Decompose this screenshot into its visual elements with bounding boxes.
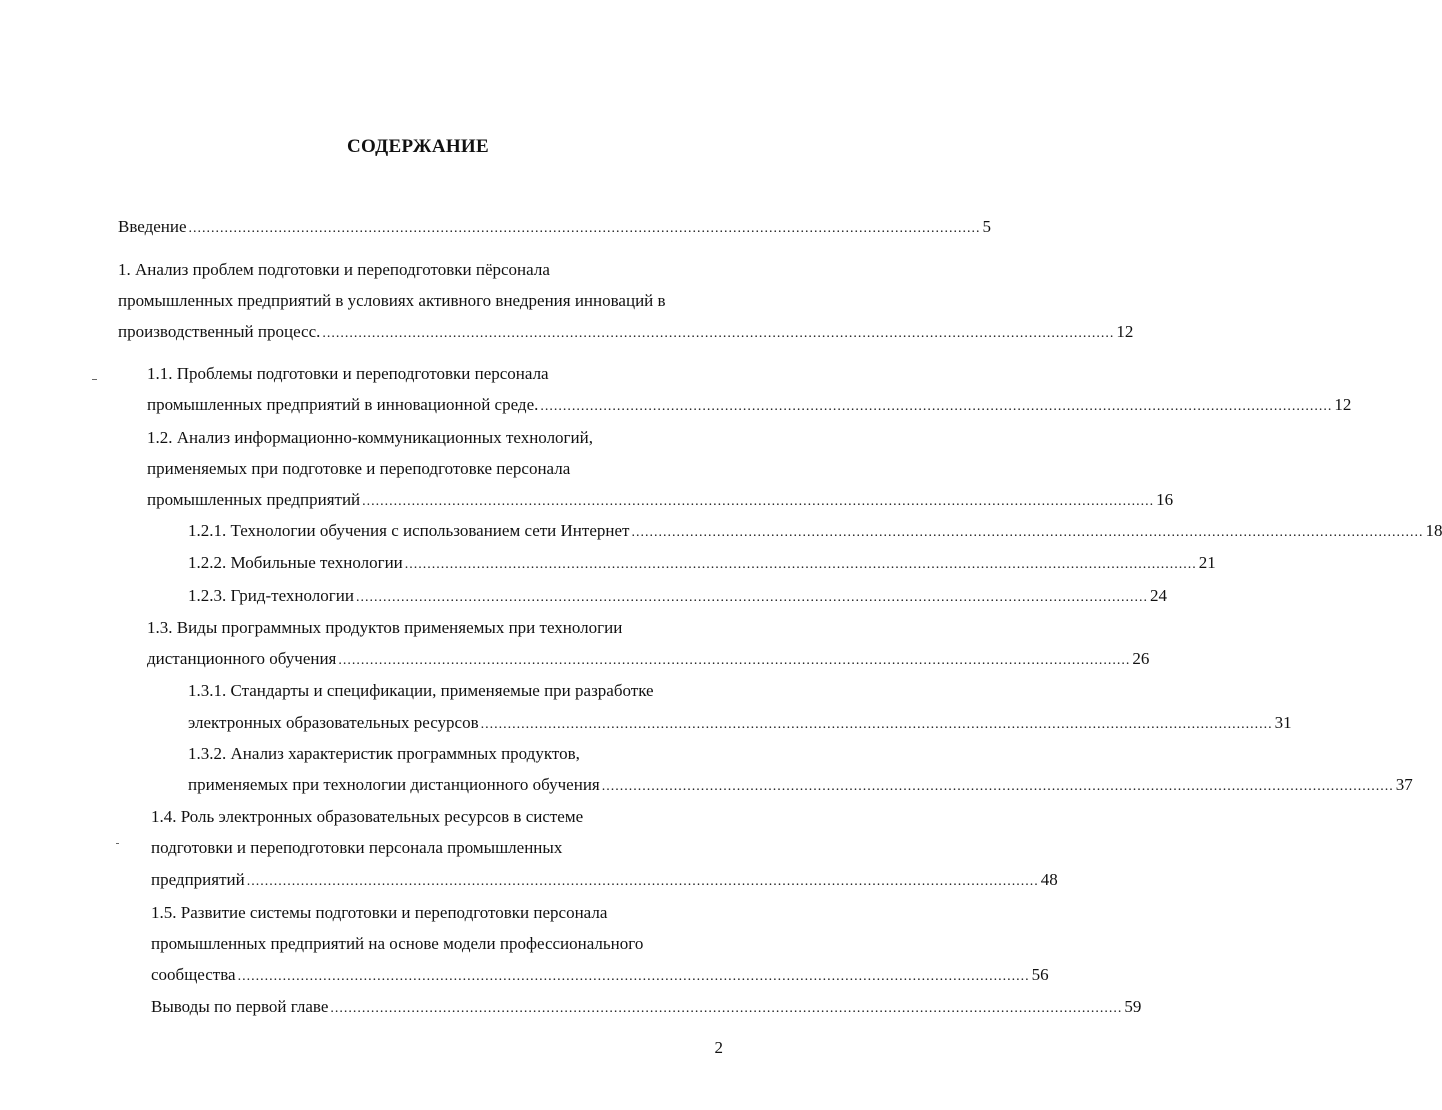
toc-entry-text: промышленных предприятий в инновационной среде. xyxy=(147,395,539,414)
toc-page-number: 37 xyxy=(1395,775,1413,794)
toc-entry-line: 1.3.2. Анализ характеристик программных продуктов, xyxy=(188,744,580,763)
toc-entry-1-1[interactable] xyxy=(147,395,1352,417)
toc-page-number: 21 xyxy=(1198,553,1216,572)
toc-title: СОДЕРЖАНИЕ xyxy=(347,136,489,157)
toc-entry-line: 1. Анализ проблем подготовки и переподготовки пёрсонала xyxy=(118,260,550,279)
toc-leader-dots: ................................................................................................................................................................................ xyxy=(246,874,1039,889)
toc-entry-text: применяемых при технологии дистанционного обучения xyxy=(188,775,600,794)
toc-entry-text: предприятий xyxy=(151,870,245,889)
page-number: 2 xyxy=(714,1038,723,1057)
toc-entry-text: 1.2.1. Технологии обучения с использованием сети Интернет xyxy=(188,521,630,540)
toc-entry-text: Выводы по первой главе xyxy=(151,997,329,1016)
toc-page-number: 59 xyxy=(1124,997,1142,1016)
toc-leader-dots: ................................................................................................................................................................................ xyxy=(540,399,1333,414)
toc-entry-1-2-3[interactable] xyxy=(188,586,1167,608)
toc-entry-1-3-2[interactable] xyxy=(188,775,1413,797)
toc-entry-line: 1.4. Роль электронных образовательных ресурсов в системе xyxy=(151,807,584,826)
toc-entry-line: подготовки и переподготовки персонала промышленных xyxy=(151,838,563,857)
toc-leader-dots: ................................................................................................................................................................................ xyxy=(362,494,1155,509)
toc-page-number: 16 xyxy=(1156,490,1174,509)
toc-entry-text: Введение xyxy=(118,217,187,236)
scan-speck xyxy=(116,843,119,844)
toc-entry-chapter-1[interactable] xyxy=(118,322,1134,344)
toc-page-number: 12 xyxy=(1334,395,1352,414)
toc-entry-intro[interactable] xyxy=(118,217,992,239)
toc-entry-line: 1.5. Развитие системы подготовки и переподготовки персонала xyxy=(151,903,608,922)
scan-speck xyxy=(92,379,97,380)
toc-leader-dots: ................................................................................................................................................................................ xyxy=(355,590,1148,605)
toc-page-number: 12 xyxy=(1116,322,1134,341)
toc-leader-dots: ................................................................................................................................................................................ xyxy=(338,653,1131,668)
toc-entry-conclusions[interactable] xyxy=(151,997,1142,1019)
toc-entry-line: применяемых при подготовке и переподготовке персонала xyxy=(147,459,571,478)
toc-page-number: 31 xyxy=(1274,713,1292,732)
toc-leader-dots: ................................................................................................................................................................................ xyxy=(404,557,1197,572)
toc-entry-1-2-1[interactable] xyxy=(188,521,1442,543)
toc-entry-text: дистанционного обучения xyxy=(147,649,337,668)
toc-page-number: 56 xyxy=(1031,965,1049,984)
toc-entry-line: промышленных предприятий в условиях активного внедрения инноваций в xyxy=(118,291,666,310)
toc-entry-1-3[interactable] xyxy=(147,649,1150,671)
toc-entry-text: 1.2.2. Мобильные технологии xyxy=(188,553,403,572)
toc-page-number: 24 xyxy=(1149,586,1167,605)
toc-entry-1-5[interactable] xyxy=(151,965,1049,987)
toc-page-number: 5 xyxy=(982,217,992,236)
toc-entry-1-4[interactable] xyxy=(151,870,1058,892)
toc-page-number: 26 xyxy=(1132,649,1150,668)
toc-entry-text: производственный процесс. xyxy=(118,322,321,341)
toc-leader-dots: ................................................................................................................................................................................ xyxy=(188,221,981,236)
toc-entry-1-2-2[interactable] xyxy=(188,553,1216,575)
toc-leader-dots: ................................................................................................................................................................................ xyxy=(237,969,1030,984)
toc-entry-line: 1.2. Анализ информационно-коммуникационных технологий, xyxy=(147,428,593,447)
toc-entry-line: 1.1. Проблемы подготовки и переподготовки персонала xyxy=(147,364,549,383)
toc-entry-text: сообщества xyxy=(151,965,236,984)
toc-entry-line: промышленных предприятий на основе модели профессионального xyxy=(151,934,644,953)
toc-page-number: 48 xyxy=(1040,870,1058,889)
toc-entry-text: электронных образовательных ресурсов xyxy=(188,713,479,732)
toc-entry-1-3-1[interactable] xyxy=(188,713,1292,735)
toc-entry-text: промышленных предприятий xyxy=(147,490,361,509)
toc-leader-dots: ................................................................................................................................................................................ xyxy=(631,525,1424,540)
toc-entry-line: 1.3. Виды программных продуктов применяемых при технологии xyxy=(147,618,623,637)
toc-page-number: 18 xyxy=(1425,521,1442,540)
toc-leader-dots: ................................................................................................................................................................................ xyxy=(480,717,1273,732)
toc-entry-line: 1.3.1. Стандарты и спецификации, применяемые при разработке xyxy=(188,681,654,700)
toc-leader-dots: ................................................................................................................................................................................ xyxy=(601,779,1394,794)
toc-entry-text: 1.2.3. Грид-технологии xyxy=(188,586,354,605)
toc-leader-dots: ................................................................................................................................................................................ xyxy=(330,1001,1123,1016)
toc-entry-1-2[interactable] xyxy=(147,490,1174,512)
toc-leader-dots: ................................................................................................................................................................................ xyxy=(322,326,1115,341)
